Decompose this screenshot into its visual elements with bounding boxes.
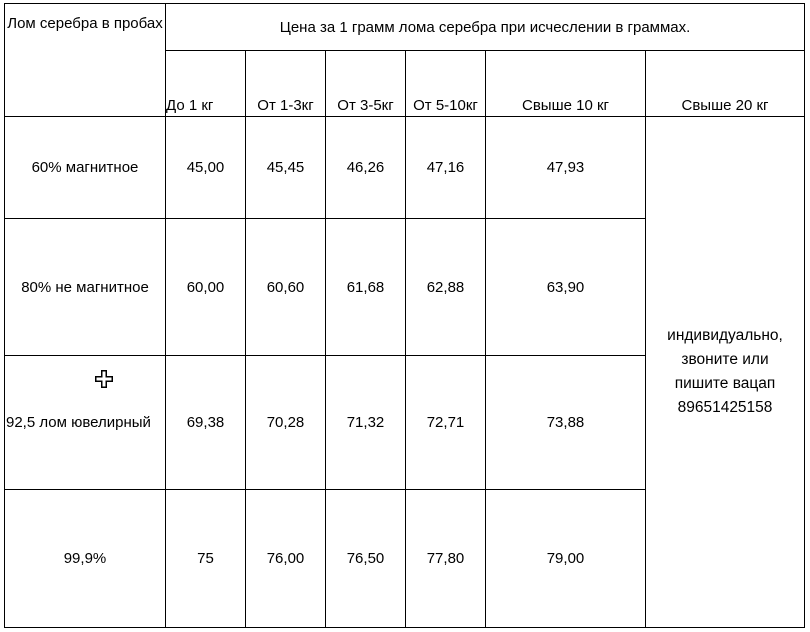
price-cell: 75 (166, 490, 246, 628)
price-cell: 46,26 (326, 117, 406, 219)
group-header: Цена за 1 грамм лома серебра при исчеслении в граммах. (166, 4, 805, 51)
row-label: 80% не магнитное (5, 219, 166, 356)
price-cell: 60,00 (166, 219, 246, 356)
price-cell: 62,88 (406, 219, 486, 356)
row-label: 99,9% (5, 490, 166, 628)
table-row (5, 117, 805, 219)
price-cell: 69,38 (166, 356, 246, 490)
column-header: Свыше 10 кг (486, 51, 646, 117)
column-header: От 5-10кг (406, 51, 486, 117)
price-cell: 76,00 (246, 490, 326, 628)
price-cell: 61,68 (326, 219, 406, 356)
price-cell: 76,50 (326, 490, 406, 628)
price-cell: 47,16 (406, 117, 486, 219)
price-cell: 73,88 (486, 356, 646, 490)
price-cell: 45,45 (246, 117, 326, 219)
price-cell: 71,32 (326, 356, 406, 490)
price-cell: 60,60 (246, 219, 326, 356)
price-cell: 63,90 (486, 219, 646, 356)
price-cell: 77,80 (406, 490, 486, 628)
corner-header: Лом серебра в пробах (5, 4, 166, 117)
price-cell: 47,93 (486, 117, 646, 219)
row-label: 92,5 лом ювелирный (5, 356, 166, 490)
merged-note-cell: индивидуально, звоните или пишите вацап 89651425158 (646, 117, 805, 628)
column-header: От 1-3кг (246, 51, 326, 117)
column-header: От 3-5кг (326, 51, 406, 117)
price-cell: 70,28 (246, 356, 326, 490)
column-header: До 1 кг (166, 51, 246, 117)
price-table (4, 3, 805, 628)
crosshair-cursor-icon (94, 369, 114, 389)
price-cell: 79,00 (486, 490, 646, 628)
row-label: 60% магнитное (5, 117, 166, 219)
price-cell: 72,71 (406, 356, 486, 490)
price-cell: 45,00 (166, 117, 246, 219)
column-header: Свыше 20 кг (646, 51, 805, 117)
